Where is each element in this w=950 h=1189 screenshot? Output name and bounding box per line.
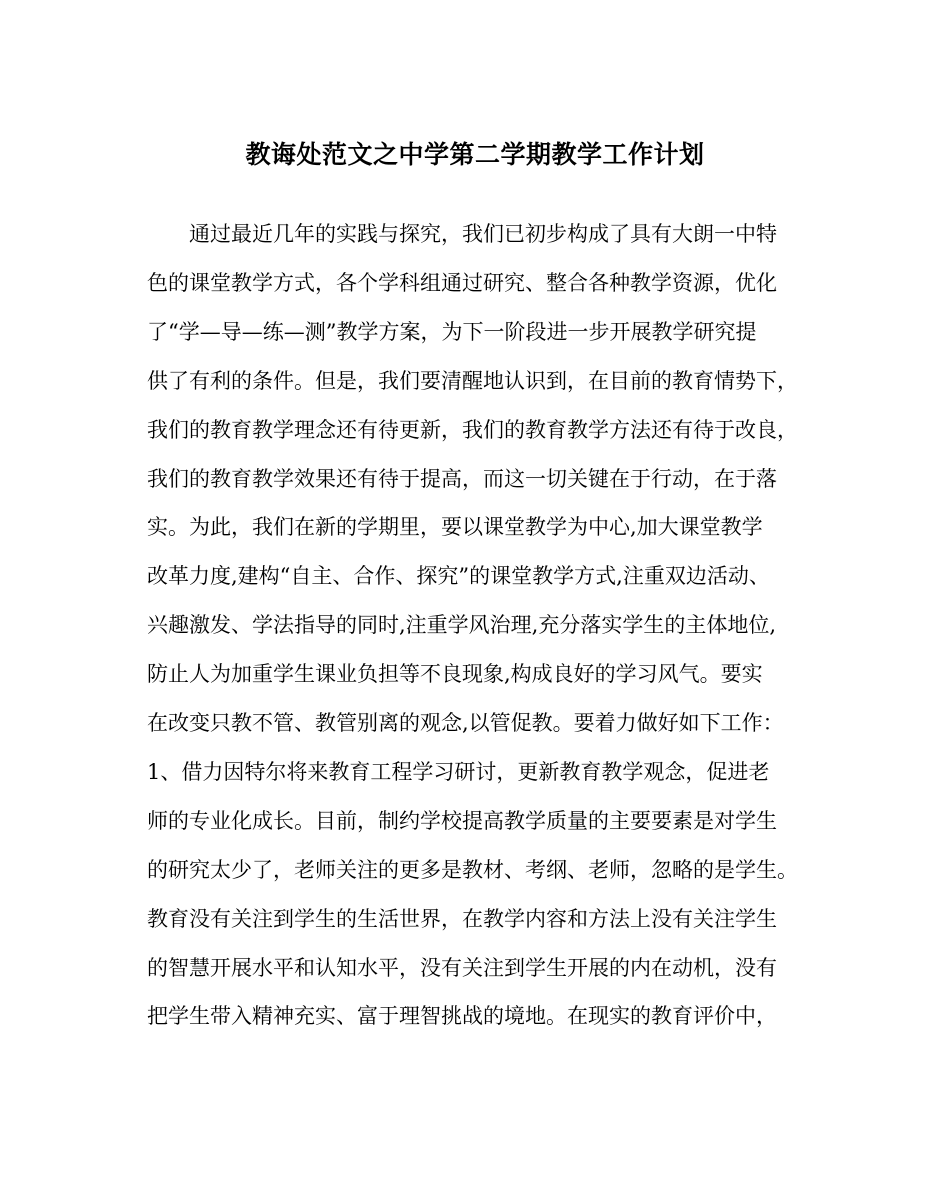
body-line: 在改变只教不管、教管别离的观念,以管促教。要着力做好如下工作： (147, 711, 784, 735)
body-line: 的智慧开展水平和认知水平，没有关注到学生开展的内在动机，没有 (147, 955, 777, 980)
document-title: 教诲处范文之中学第二学期教学工作计划 (245, 140, 705, 169)
body-line: 把学生带入精神充实、富于理智挑战的境地。在现实的教育评价中， (147, 1004, 777, 1029)
body-line: 师的专业化成长。目前，制约学校提高教学质量的主要要素是对学生 (147, 808, 777, 833)
body-line: 供了有利的条件。但是，我们要清醒地认识到，在目前的教育情势下， (147, 368, 798, 393)
body-line: 了“学—导—练—测”教学方案，为下一阶段进一步开展教学研究提 (147, 319, 757, 344)
body-line: 我们的教育教学理念还有待更新，我们的教育教学方法还有待于改良， (147, 417, 798, 442)
body-line: 改革力度,建构“自主、合作、探究”的课堂教学方式,注重双边活动、 (147, 564, 770, 589)
body-line: 兴趣激发、学法指导的同时,注重学风治理,充分落实学生的主体地位, (147, 613, 777, 638)
body-line: 1、借力因特尔将来教育工程学习研讨，更新教育教学观念，促进老 (147, 759, 770, 784)
body-line: 通过最近几年的实践与探究，我们已初步构成了具有大朗一中特 (189, 222, 777, 246)
body-line: 防止人为加重学生课业负担等不良现象,构成良好的学习风气。要实 (147, 662, 763, 687)
body-line: 实。为此，我们在新的学期里，要以课堂教学为中心,加大课堂教学 (147, 515, 763, 540)
body-line: 色的课堂教学方式，各个学科组通过研究、整合各种教学资源，优化 (147, 270, 777, 295)
body-line: 教育没有关注到学生的生活世界，在教学内容和方法上没有关注学生 (147, 906, 777, 931)
body-line: 的研究太少了，老师关注的更多是教材、考纲、老师，忽略的是学生。 (147, 857, 798, 882)
body-line: 我们的教育教学效果还有待于提高，而这一切关键在于行动，在于落 (147, 466, 777, 491)
